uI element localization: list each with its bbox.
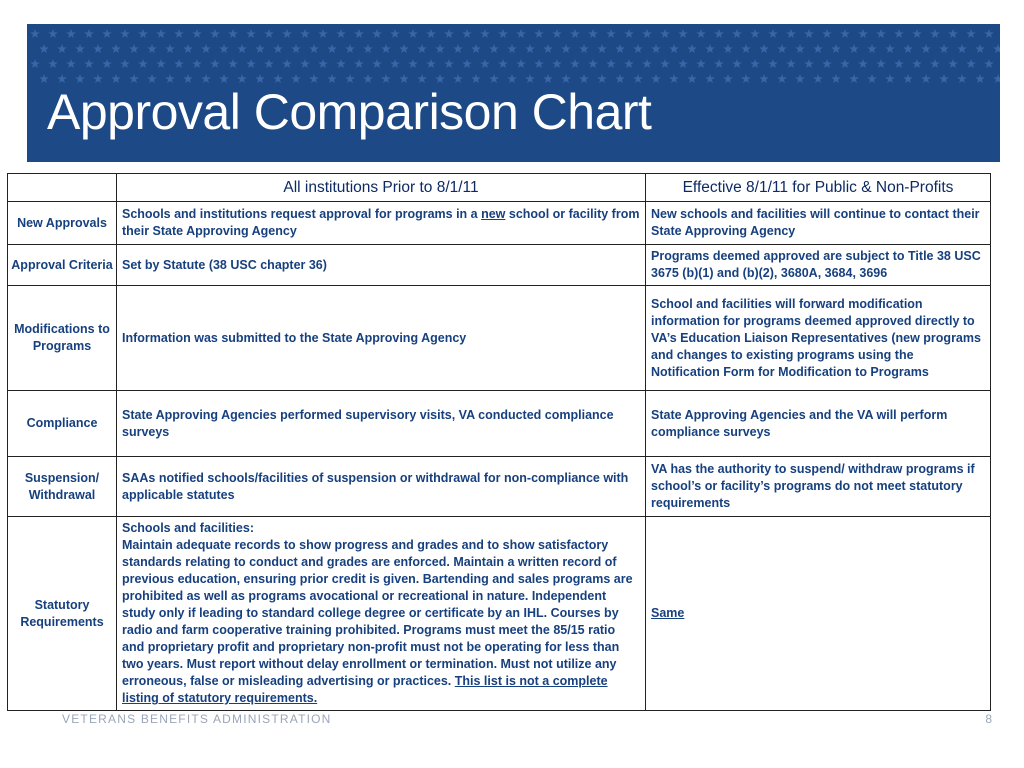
star-icon — [111, 44, 121, 53]
star-icon — [957, 44, 967, 53]
star-icon — [300, 59, 310, 68]
table-row — [8, 391, 991, 457]
star-icon — [480, 59, 490, 68]
star-icon — [453, 44, 463, 53]
star-icon — [336, 29, 346, 38]
star-icon — [939, 74, 949, 83]
star-icon — [660, 59, 670, 68]
star-icon — [885, 74, 895, 83]
star-icon — [894, 59, 904, 68]
star-icon — [993, 44, 1000, 53]
table-row — [8, 202, 991, 245]
row-label: Approval Criteria — [8, 245, 117, 286]
slide-title: Approval Comparison Chart — [47, 84, 652, 140]
star-icon — [876, 29, 886, 38]
row-label: Suspension/ Withdrawal — [8, 457, 117, 517]
star-icon — [408, 29, 418, 38]
effective-cell: New schools and facilities will continue to contact their State Approving Agency — [646, 202, 991, 245]
star-icon — [912, 59, 922, 68]
table-row — [8, 517, 991, 711]
prior-text: Maintain adequate records to show progress and grades and to show satisfactory standards relating to conduct and grades are enforced. Maintain a written record of previous education, ensuring prior credit is given. Bartending and sales programs are prohibited as well as programs avocational or recreational in nature. Independent study only if leading to standard college degree or certificate by an IHL. Courses by radio and farm cooperative training prohibited. Programs must meet the 85/15 ratio and proprietary profit and proprietary non-profit must not be operating for less than two years. Must report without delay enrollment or termination. Must not utilize any erroneous, false or misleading advertising or practices. — [122, 538, 633, 688]
star-icon — [534, 59, 544, 68]
star-icon — [291, 44, 301, 53]
prior-cell: SAAs notified schools/facilities of suspension or withdrawal for non-compliance with applicable statutes — [117, 457, 646, 517]
star-icon — [660, 29, 670, 38]
star-icon — [552, 29, 562, 38]
star-icon — [480, 29, 490, 38]
star-icon — [516, 59, 526, 68]
header-prior: All institutions Prior to 8/1/11 — [117, 174, 646, 202]
star-icon — [120, 59, 130, 68]
star-icon — [318, 29, 328, 38]
table-row — [8, 245, 991, 286]
star-icon — [354, 29, 364, 38]
star-icon — [246, 59, 256, 68]
star-icon — [921, 74, 931, 83]
header-effective: Effective 8/1/11 for Public & Non-Profits — [646, 174, 991, 202]
star-icon — [624, 59, 634, 68]
star-icon — [525, 44, 535, 53]
star-icon — [48, 59, 58, 68]
star-icon — [192, 29, 202, 38]
star-icon — [633, 44, 643, 53]
star-icon — [120, 29, 130, 38]
star-icon — [372, 59, 382, 68]
star-icon — [102, 59, 112, 68]
star-icon — [282, 29, 292, 38]
star-icon — [570, 59, 580, 68]
star-icon — [768, 59, 778, 68]
star-icon — [966, 59, 976, 68]
star-icon — [957, 74, 967, 83]
footer-text: VETERANS BENEFITS ADMINISTRATION — [62, 712, 332, 726]
star-icon — [624, 29, 634, 38]
star-icon — [570, 29, 580, 38]
star-icon — [102, 29, 112, 38]
star-icon — [651, 74, 661, 83]
star-icon — [399, 44, 409, 53]
star-icon — [84, 59, 94, 68]
star-icon — [894, 29, 904, 38]
star-icon — [30, 59, 40, 68]
star-icon — [678, 29, 688, 38]
star-icon — [390, 29, 400, 38]
star-icon — [138, 29, 148, 38]
star-icon — [795, 74, 805, 83]
star-icon — [705, 44, 715, 53]
star-icon — [417, 44, 427, 53]
star-icon — [993, 74, 1000, 83]
star-icon — [705, 74, 715, 83]
star-icon — [795, 44, 805, 53]
star-icon — [678, 59, 688, 68]
star-icon — [804, 29, 814, 38]
header-row — [8, 174, 991, 202]
star-icon — [318, 59, 328, 68]
star-icon — [66, 29, 76, 38]
star-icon — [228, 59, 238, 68]
star-icon — [939, 44, 949, 53]
star-icon — [66, 59, 76, 68]
star-icon — [183, 44, 193, 53]
star-icon — [543, 44, 553, 53]
star-icon — [669, 44, 679, 53]
star-icon — [741, 74, 751, 83]
star-icon — [390, 59, 400, 68]
prior-text: Schools and institutions request approval for programs in a — [122, 207, 482, 221]
star-icon — [444, 29, 454, 38]
star-icon — [408, 59, 418, 68]
star-icon — [462, 59, 472, 68]
star-icon — [363, 44, 373, 53]
stars-svg — [27, 24, 1000, 88]
star-icon — [588, 59, 598, 68]
star-icon — [876, 59, 886, 68]
prior-cell: Set by Statute (38 USC chapter 36) — [117, 245, 646, 286]
star-icon — [885, 44, 895, 53]
header-blank — [8, 174, 117, 202]
star-icon — [498, 29, 508, 38]
star-icon — [840, 29, 850, 38]
star-icon — [426, 29, 436, 38]
row-label: Statutory Requirements — [8, 517, 117, 711]
star-icon — [732, 59, 742, 68]
star-icon — [228, 29, 238, 38]
star-icon — [93, 44, 103, 53]
star-icon — [372, 29, 382, 38]
star-icon — [975, 74, 985, 83]
star-icon — [669, 74, 679, 83]
star-icon — [219, 44, 229, 53]
star-icon — [489, 44, 499, 53]
star-icon — [984, 59, 994, 68]
comparison-table — [7, 173, 991, 711]
star-icon — [813, 44, 823, 53]
star-icon — [714, 59, 724, 68]
title-banner — [27, 24, 1000, 162]
prior-underlined-text: This list is not a complete listing of statutory requirements. — [122, 674, 608, 705]
star-icon — [192, 59, 202, 68]
star-icon — [534, 29, 544, 38]
star-icon — [165, 44, 175, 53]
star-icon — [822, 59, 832, 68]
prior-cell — [117, 517, 646, 711]
star-icon — [804, 59, 814, 68]
star-icon — [264, 29, 274, 38]
star-icon — [210, 29, 220, 38]
star-icon — [813, 74, 823, 83]
star-icon — [327, 44, 337, 53]
prior-cell: State Approving Agencies performed supervisory visits, VA conducted compliance surveys — [117, 391, 646, 457]
prior-heading: Schools and facilities: — [122, 521, 254, 535]
star-icon — [516, 29, 526, 38]
star-icon — [849, 74, 859, 83]
star-icon — [750, 59, 760, 68]
prior-text: school or facility from their State Approving Agency — [122, 207, 640, 238]
star-icon — [507, 44, 517, 53]
star-icon — [282, 59, 292, 68]
star-icon — [426, 59, 436, 68]
star-icon — [309, 44, 319, 53]
star-icon — [129, 44, 139, 53]
star-icon — [498, 59, 508, 68]
star-icon — [462, 29, 472, 38]
star-icon — [849, 44, 859, 53]
star-icon — [714, 29, 724, 38]
star-icon — [255, 44, 265, 53]
effective-underlined-text: Same — [651, 606, 685, 620]
star-icon — [264, 59, 274, 68]
star-icon — [345, 44, 355, 53]
star-icon — [246, 29, 256, 38]
star-icon — [147, 44, 157, 53]
star-icon — [597, 44, 607, 53]
star-icon — [822, 29, 832, 38]
star-icon — [606, 29, 616, 38]
effective-cell: VA has the authority to suspend/ withdraw programs if school’s or facility’s programs do not meet statutory requirements — [646, 457, 991, 517]
star-icon — [201, 44, 211, 53]
star-icon — [642, 59, 652, 68]
star-icon — [57, 44, 67, 53]
star-icon — [696, 59, 706, 68]
star-icon — [867, 74, 877, 83]
star-icon — [156, 59, 166, 68]
stars-pattern — [27, 24, 1000, 88]
star-icon — [867, 44, 877, 53]
star-icon — [156, 29, 166, 38]
star-icon — [975, 44, 985, 53]
star-icon — [912, 29, 922, 38]
star-icon — [831, 44, 841, 53]
star-icon — [381, 44, 391, 53]
star-icon — [858, 59, 868, 68]
star-icon — [84, 29, 94, 38]
star-icon — [48, 29, 58, 38]
star-icon — [687, 74, 697, 83]
star-icon — [759, 74, 769, 83]
star-icon — [840, 59, 850, 68]
star-icon — [561, 44, 571, 53]
star-icon — [930, 59, 940, 68]
star-icon — [174, 59, 184, 68]
table-row — [8, 457, 991, 517]
star-icon — [759, 44, 769, 53]
star-icon — [651, 44, 661, 53]
star-icon — [732, 29, 742, 38]
star-icon — [588, 29, 598, 38]
star-icon — [30, 29, 40, 38]
star-icon — [966, 29, 976, 38]
prior-underlined-text: new — [481, 207, 506, 221]
star-icon — [723, 74, 733, 83]
star-icon — [471, 44, 481, 53]
star-icon — [606, 59, 616, 68]
prior-cell — [117, 202, 646, 245]
star-icon — [768, 29, 778, 38]
effective-cell: School and facilities will forward modification information for programs deemed approved directly to VA’s Education Liaison Representatives (new programs and changes to existing programs using the Notification Form for Modification to Programs — [646, 286, 991, 391]
star-icon — [831, 74, 841, 83]
star-icon — [210, 59, 220, 68]
star-icon — [948, 29, 958, 38]
page-number: 8 — [985, 712, 992, 726]
star-icon — [750, 29, 760, 38]
star-icon — [948, 59, 958, 68]
prior-cell: Information was submitted to the State Approving Agency — [117, 286, 646, 391]
star-icon — [687, 44, 697, 53]
star-icon — [354, 59, 364, 68]
star-icon — [273, 44, 283, 53]
effective-cell: State Approving Agencies and the VA will perform compliance surveys — [646, 391, 991, 457]
star-icon — [435, 44, 445, 53]
effective-cell — [646, 517, 991, 711]
star-icon — [930, 29, 940, 38]
star-icon — [921, 44, 931, 53]
row-label: Modifications to Programs — [8, 286, 117, 391]
star-icon — [777, 74, 787, 83]
star-icon — [786, 59, 796, 68]
star-icon — [858, 29, 868, 38]
star-icon — [300, 29, 310, 38]
star-icon — [174, 29, 184, 38]
star-icon — [444, 59, 454, 68]
table-row — [8, 286, 991, 391]
row-label: New Approvals — [8, 202, 117, 245]
row-label: Compliance — [8, 391, 117, 457]
star-icon — [777, 44, 787, 53]
star-icon — [237, 44, 247, 53]
star-icon — [696, 29, 706, 38]
star-icon — [615, 44, 625, 53]
star-icon — [741, 44, 751, 53]
star-icon — [903, 74, 913, 83]
star-icon — [984, 29, 994, 38]
star-icon — [75, 44, 85, 53]
star-icon — [336, 59, 346, 68]
star-icon — [579, 44, 589, 53]
star-icon — [723, 44, 733, 53]
star-icon — [138, 59, 148, 68]
effective-cell: Programs deemed approved are subject to Title 38 USC 3675 (b)(1) and (b)(2), 3680A, 3684, 3696 — [646, 245, 991, 286]
star-icon — [786, 29, 796, 38]
star-icon — [39, 44, 49, 53]
star-icon — [552, 59, 562, 68]
star-icon — [903, 44, 913, 53]
star-icon — [642, 29, 652, 38]
